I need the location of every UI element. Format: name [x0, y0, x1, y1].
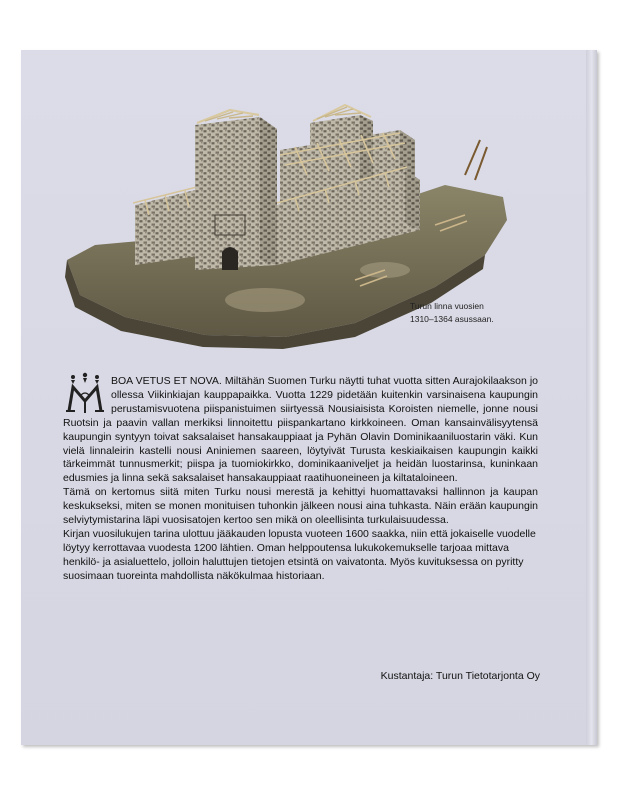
crowned-m-monogram-icon	[63, 371, 107, 415]
blurb-text	[63, 375, 538, 584]
caption-line-1: Turun linna vuosien	[410, 301, 484, 311]
blurb-paragraph-2: Tämä on kertomus siitä miten Turku nousi merestä ja kehittyi huomattavaksi hallinnon ja kaupan keskukseksi, miten se monen monituisen tuhonkin jälkeen nousi aina tuhkasta. Näin erään kaupungin selviytymistarina läpi vuosisatojen kertoo sen mikä on oleellisinta turkulaisuudessa.	[63, 486, 538, 527]
caption-line-2: 1310–1364 asussaan.	[410, 314, 494, 324]
blurb-lead: BOA VETUS ET NOVA.	[111, 375, 222, 387]
blurb-paragraph-1: Miltähän Suomen Turku näytti tuhat vuotta sitten Aurajokilaakson jo ollessa Viikinkiajan kauppapaikka. Vuotta 1229 pidetään kuitenkin varsinaisena kaupungin perustamisvuotena piispanistuimen siirtyessä Nousiaisista Koroisten niemelle, jonne nousi Ruotsin ja paavin vallan merkiksi linnoitettu piispankartano kirkkoineen. Oman kansainvälisyytensä kaupungin syntyyn toivat saksalaiset hansakauppiaat ja Pyhän Olavin Dominikaaniluostarin väki. Kun vielä linnaleirin kastelli nousi Aniniemen saareen, löytyivät Turusta keskiaikaisen kaupungin kaikki tärkeimmät tunnusmerkit; piispa ja tuomiokirkko, dominikaaniveljet ja heidän luostarinsa, kuninkaan edusmies ja linna sekä saksalaiset hansakauppiaat raatihuoneineen ja kiltataloineen.	[63, 375, 538, 485]
blurb-paragraph-3: Kirjan vuosilukujen tarina ulottuu jääkauden lopusta vuoteen 1600 saakka, niin että jokaiselle vuodelle löytyy kerrottavaa vuodesta 1200 lähtien. Oman helppoutensa lukukokemukselle tarjoaa mittava henkilö- ja asialuettelo, jolloin haluttujen tietojen etsintä on vaivatonta. Myös kuvituksessa on pyritty suosimaan tuoreinta mahdollista näkökulmaa historiaan.	[63, 527, 536, 582]
illustration-caption	[410, 300, 530, 326]
cover-edge	[586, 50, 597, 745]
publisher-line: Kustantaja: Turun Tietotarjonta Oy	[380, 670, 540, 682]
